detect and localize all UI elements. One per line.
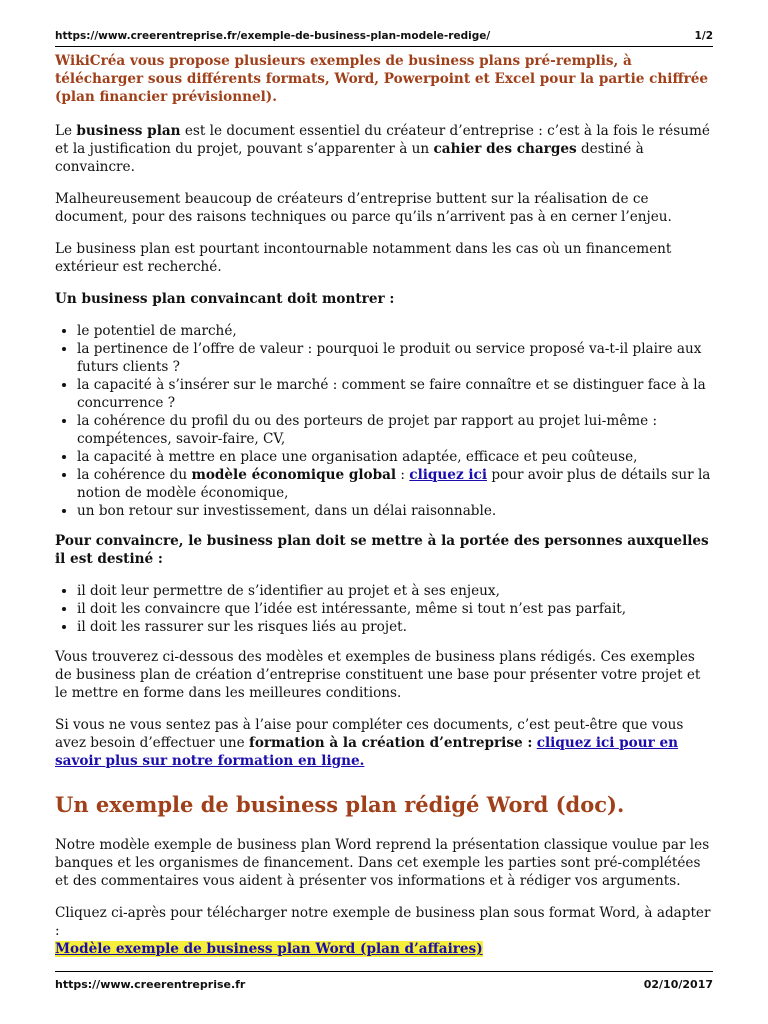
item6-text-c: : bbox=[396, 467, 410, 483]
item6-text-d: pour avoir plus de détails sur la notion de modèle économique, bbox=[77, 467, 711, 501]
footer-date: 02/10/2017 bbox=[643, 978, 713, 991]
p1-text-c: est le document essentiel du créateur d’entreprise : c’est à la fois le résumé et la justification du projet, pouvant s’apparenter à un bbox=[55, 123, 710, 157]
item6-bold: modèle économique global bbox=[191, 467, 397, 483]
p7-text: Cliquez ci-après pour télécharger notre exemple de business plan sous format Word, à adapter : bbox=[55, 905, 711, 939]
page-number: 1/2 bbox=[694, 30, 713, 42]
page-footer bbox=[55, 971, 713, 994]
footer-url: https://www.creerentreprise.fr bbox=[55, 978, 246, 991]
list-item: • il doit leur permettre de s’identifier au projet et à ses enjeux, bbox=[77, 582, 715, 600]
download-word-link[interactable]: Modèle exemple de business plan Word (plan d’affaires) bbox=[55, 941, 483, 957]
paragraph-download bbox=[55, 904, 715, 958]
header-url: https://www.creerentreprise.fr/exemple-de-business-plan-modele-redige/ bbox=[55, 30, 491, 42]
list-item: • la capacité à mettre en place une organisation adaptée, efficace et peu coûteuse, bbox=[77, 448, 715, 466]
list-item: • il doit les rassurer sur les risques liés au projet. bbox=[77, 618, 715, 636]
paragraph-word-model: Notre modèle exemple de business plan Word reprend la présentation classique voulue par les banques et les organismes de financement. Dans cet exemple les parties sont pré-complétées et des commentaires vous aident à présenter vos informations et à rédiger vos arguments. bbox=[55, 837, 710, 889]
p1-text-a: Le bbox=[55, 123, 77, 139]
section-heading-word: Un exemple de business plan rédigé Word (doc). bbox=[55, 792, 625, 817]
paragraph-financing: Le business plan est pourtant incontournable notamment dans les cas où un financement extérieur est recherché. bbox=[55, 241, 672, 275]
p1-bold-cahier-des-charges: cahier des charges bbox=[433, 141, 577, 157]
paragraph-difficulties: Malheureusement beaucoup de créateurs d’entreprise buttent sur la réalisation de ce document, pour des raisons techniques ou parce qu’ils n’arrivent pas à en cerner l’enjeu. bbox=[55, 191, 672, 225]
list-item: • le potentiel de marché, bbox=[77, 322, 715, 340]
p5-bold-formation: formation à la création d’entreprise : bbox=[248, 735, 533, 751]
list-item bbox=[77, 466, 715, 502]
list-item: • la capacité à s’insérer sur le marché : comment se faire connaître et se distinguer face à la concurrence ? bbox=[77, 376, 715, 412]
list-item: • la pertinence de l’offre de valeur : pourquoi le produit ou service proposé va-t-il plaire aux futurs clients ? bbox=[77, 340, 715, 376]
list1-title: Un business plan convaincant doit montrer : bbox=[55, 291, 395, 307]
list-convince bbox=[55, 582, 715, 636]
article-content bbox=[55, 52, 715, 958]
formation-link[interactable]: cliquez ici pour en savoir plus sur notre formation en ligne. bbox=[55, 735, 679, 769]
page-header bbox=[55, 28, 713, 47]
paragraph-formation bbox=[55, 716, 715, 770]
list-item: • la cohérence du profil du ou des porteurs de projet par rapport au projet lui-même : compétences, savoir-faire, CV, bbox=[77, 412, 715, 448]
item6-text-a: la cohérence du bbox=[77, 467, 192, 483]
paragraph-models: Vous trouverez ci-dessous des modèles et exemples de business plans rédigés. Ces exemples de business plan de création d’entreprise constituent une base pour présenter votre projet et le mettre en forme dans les meilleures conditions. bbox=[55, 649, 701, 701]
list-item: • il doit les convaincre que l’idée est intéressante, même si tout n’est pas parfait, bbox=[77, 600, 715, 618]
p1-text-e: destiné à convaincre. bbox=[55, 141, 644, 175]
list-item: • un bon retour sur investissement, dans un délai raisonnable. bbox=[77, 502, 715, 520]
intro-text: WikiCréa vous propose plusieurs exemples de business plans pré-remplis, à télécharger sous différents formats, Word, Powerpoint et Excel pour la partie chiffrée (plan financier prévisionnel). bbox=[55, 53, 709, 105]
modele-economique-link[interactable]: cliquez ici bbox=[409, 467, 487, 483]
list-business-plan-shows bbox=[55, 322, 715, 520]
p1-bold-business-plan: business plan bbox=[76, 123, 181, 139]
paragraph-business-plan bbox=[55, 122, 715, 176]
list2-title: Pour convaincre, le business plan doit se mettre à la portée des personnes auxquelles il est destiné : bbox=[55, 533, 709, 567]
p5-text-a: Si vous ne vous sentez pas à l’aise pour compléter ces documents, c’est peut-être que vous avez besoin d’effectuer une bbox=[55, 717, 684, 751]
